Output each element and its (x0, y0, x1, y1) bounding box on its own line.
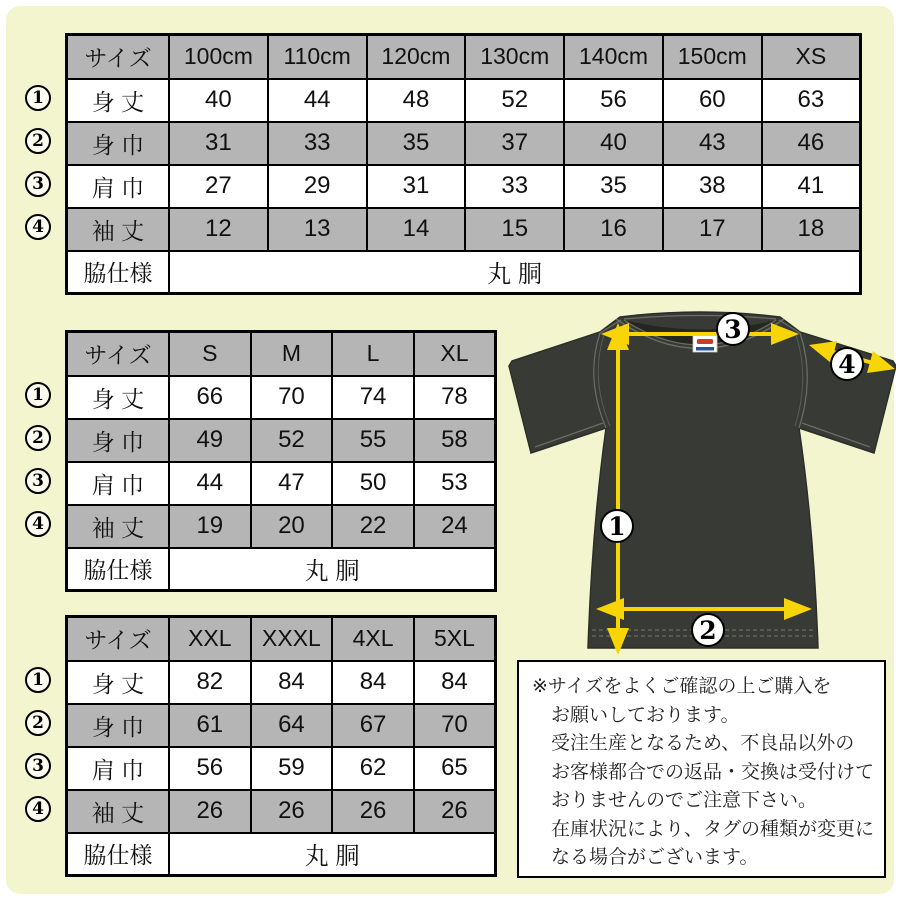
row-label: 身 丈 (67, 79, 170, 122)
side-spec-label: 脇仕様 (67, 548, 170, 591)
measurement-value: 26 (251, 790, 333, 833)
column-header-140cm: 140cm (564, 35, 663, 79)
row-label: 肩 巾 (67, 747, 170, 790)
measurement-value: 47 (251, 462, 333, 505)
side-spec-row (67, 833, 496, 876)
measurement-value: 26 (414, 790, 496, 833)
row-number-badge: 2 (25, 425, 51, 451)
measurement-value: 17 (663, 208, 762, 251)
row-label: 袖 丈 (67, 790, 170, 833)
callout-2-number: 2 (699, 616, 717, 645)
measurement-value: 43 (663, 122, 762, 165)
measurement-value: 35 (367, 122, 466, 165)
measurement-value: 60 (663, 79, 762, 122)
measurement-value: 27 (169, 165, 268, 208)
measurement-value: 46 (762, 122, 861, 165)
measurement-row (67, 462, 496, 505)
callout-3-number: 3 (724, 315, 742, 344)
measurement-value: 78 (414, 376, 496, 419)
measurement-value: 84 (251, 661, 333, 704)
measurement-value: 64 (251, 704, 333, 747)
brand-tag (693, 335, 717, 352)
column-header-XXL: XXL (169, 617, 251, 661)
measurement-value: 82 (169, 661, 251, 704)
side-spec-value: 丸 胴 (169, 251, 861, 294)
measurement-value: 58 (414, 419, 496, 462)
callout-2 (692, 614, 724, 646)
measurement-row (67, 747, 496, 790)
measurement-value: 40 (169, 79, 268, 122)
row-number-badge: 4 (25, 796, 51, 822)
measurement-value: 84 (332, 661, 414, 704)
measurement-value: 33 (465, 165, 564, 208)
column-header-S: S (169, 332, 251, 376)
measurement-value: 48 (367, 79, 466, 122)
size-header-cell: サイズ (67, 332, 170, 376)
measurement-value: 26 (169, 790, 251, 833)
measurement-value: 55 (332, 419, 414, 462)
column-header-100cm: 100cm (169, 35, 268, 79)
notice-line: 在庫状況により、タグの種類が変更に (551, 818, 875, 840)
measurement-row (67, 122, 861, 165)
measurement-value: 84 (414, 661, 496, 704)
size-table-s-to-xl (65, 330, 497, 592)
tshirt-measurement-diagram (500, 302, 896, 656)
callout-3 (717, 313, 749, 345)
notice-line: ※サイズをよくご確認の上ご購入を (532, 676, 832, 697)
side-spec-row (67, 548, 496, 591)
callout-1-number: 1 (608, 512, 626, 541)
row-label: 袖 丈 (67, 208, 170, 251)
side-spec-value: 丸 胴 (169, 833, 496, 876)
measurement-value: 70 (414, 704, 496, 747)
column-header-150cm: 150cm (663, 35, 762, 79)
column-header-110cm: 110cm (268, 35, 367, 79)
measurement-value: 53 (414, 462, 496, 505)
side-spec-row (67, 251, 861, 294)
row-number-badge: 1 (25, 667, 51, 693)
column-header-M: M (251, 332, 333, 376)
measurement-value: 50 (332, 462, 414, 505)
side-spec-label: 脇仕様 (67, 833, 170, 876)
measurement-row (67, 790, 496, 833)
column-header-XL: XL (414, 332, 496, 376)
row-number-badge: 3 (25, 171, 51, 197)
measurement-value: 56 (564, 79, 663, 122)
column-header-5XL: 5XL (414, 617, 496, 661)
notice-line: なる場合がございます。 (551, 847, 759, 868)
column-header-L: L (332, 332, 414, 376)
measurement-row (67, 208, 861, 251)
measurement-value: 56 (169, 747, 251, 790)
measurement-row (67, 79, 861, 122)
measurement-row (67, 376, 496, 419)
size-header-cell: サイズ (67, 35, 170, 79)
row-number-badge: 3 (25, 753, 51, 779)
measurement-value: 33 (268, 122, 367, 165)
measurement-value: 13 (268, 208, 367, 251)
measurement-value: 35 (564, 165, 663, 208)
column-header-XS: XS (762, 35, 861, 79)
notice-line: お願いしております。 (551, 704, 740, 726)
measurement-value: 70 (251, 376, 333, 419)
measurement-value: 31 (169, 122, 268, 165)
measurement-value: 31 (367, 165, 466, 208)
measurement-value: 61 (169, 704, 251, 747)
measurement-value: 66 (169, 376, 251, 419)
row-label: 袖 丈 (67, 505, 170, 548)
measurement-value: 16 (564, 208, 663, 251)
purchase-notice-box (517, 660, 886, 878)
measurement-value: 18 (762, 208, 861, 251)
measurement-value: 19 (169, 505, 251, 548)
row-number-badge: 2 (25, 128, 51, 154)
measurement-row (67, 704, 496, 747)
row-number-badge: 3 (25, 468, 51, 494)
side-spec-value: 丸 胴 (169, 548, 496, 591)
measurement-row (67, 165, 861, 208)
notice-line: お客様都合での返品・交換は受付けて (551, 761, 875, 783)
measurement-value: 67 (332, 704, 414, 747)
size-header-cell: サイズ (67, 617, 170, 661)
size-table-xxl-to-5xl (65, 615, 497, 877)
row-label: 身 丈 (67, 376, 170, 419)
row-number-badge: 1 (25, 382, 51, 408)
column-header-130cm: 130cm (465, 35, 564, 79)
row-label: 身 丈 (67, 661, 170, 704)
measurement-value: 44 (169, 462, 251, 505)
measurement-row (67, 505, 496, 548)
size-table-kids-xs (65, 33, 862, 295)
measurement-value: 14 (367, 208, 466, 251)
row-label: 身 巾 (67, 704, 170, 747)
row-label: 身 巾 (67, 122, 170, 165)
measurement-value: 29 (268, 165, 367, 208)
measurement-value: 22 (332, 505, 414, 548)
row-label: 身 巾 (67, 419, 170, 462)
measurement-value: 26 (332, 790, 414, 833)
measurement-value: 63 (762, 79, 861, 122)
measurement-value: 52 (251, 419, 333, 462)
measurement-value: 44 (268, 79, 367, 122)
measurement-value: 20 (251, 505, 333, 548)
measurement-value: 37 (465, 122, 564, 165)
measurement-value: 24 (414, 505, 496, 548)
column-header-120cm: 120cm (367, 35, 466, 79)
row-number-badge: 4 (25, 214, 51, 240)
row-label: 肩 巾 (67, 462, 170, 505)
measurement-value: 15 (465, 208, 564, 251)
callout-1 (601, 510, 633, 542)
callout-4 (831, 348, 863, 380)
row-number-badge: 1 (25, 85, 51, 111)
measurement-value: 52 (465, 79, 564, 122)
measurement-value: 65 (414, 747, 496, 790)
measurement-value: 38 (663, 165, 762, 208)
measurement-value: 59 (251, 747, 333, 790)
side-spec-label: 脇仕様 (67, 251, 170, 294)
measurement-value: 62 (332, 747, 414, 790)
measurement-value: 74 (332, 376, 414, 419)
callout-4-number: 4 (838, 350, 856, 379)
measurement-row (67, 419, 496, 462)
column-header-4XL: 4XL (332, 617, 414, 661)
row-number-badge: 4 (25, 511, 51, 537)
measurement-value: 40 (564, 122, 663, 165)
row-number-badge: 2 (25, 710, 51, 736)
column-header-XXXL: XXXL (251, 617, 333, 661)
notice-line: おりませんのでご注意下さい。 (551, 790, 818, 811)
measurement-value: 41 (762, 165, 861, 208)
measurement-value: 12 (169, 208, 268, 251)
notice-line: 受注生産となるため、不良品以外の (551, 733, 855, 754)
measurement-value: 49 (169, 419, 251, 462)
row-label: 肩 巾 (67, 165, 170, 208)
measurement-row (67, 661, 496, 704)
